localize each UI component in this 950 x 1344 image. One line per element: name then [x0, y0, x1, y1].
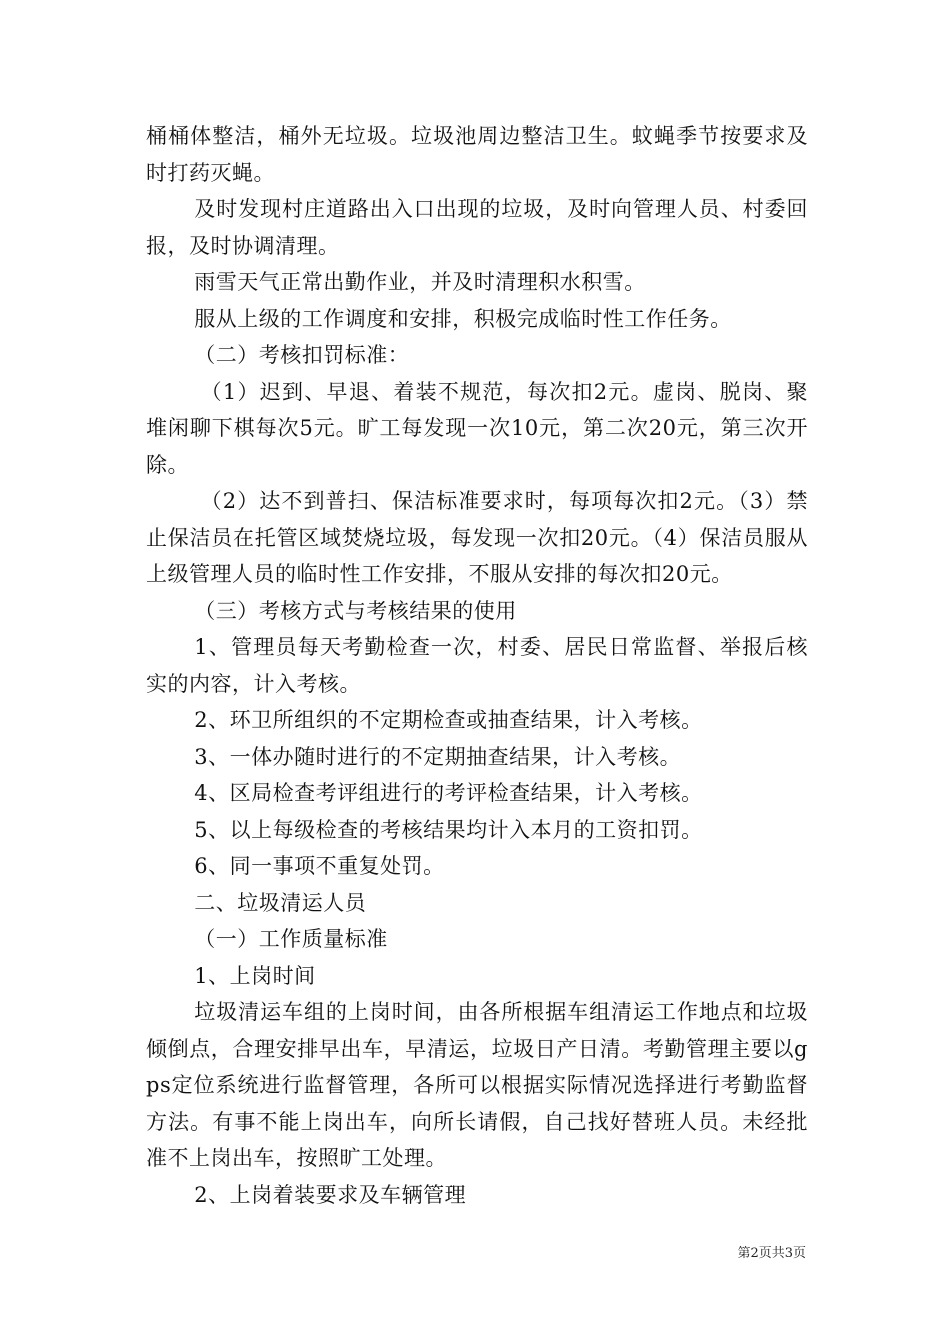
section-heading: （二）考核扣罚标准： — [194, 343, 410, 367]
paragraph: 垃圾清运车组的上岗时间，由各所根据车组清运工作地点和垃圾倾倒点，合理安排早出车，早清运，垃圾日产日清。考勤管理主要以gps定位系统进行监督管理，各所可以根据实际情况选择进行考勤监督方法。有事不能上岗出车，向所长请假，自己找好替班人员。未经批准不上岗出车，按照旷工处理。 — [146, 1000, 808, 1170]
paragraph: （2）达不到普扫、保洁标准要求时，每项每次扣2元。（3）禁止保洁员在托管区域焚烧垃圾，每发现一次扣20元。（4）保洁员服从上级管理人员的临时性工作安排，不服从安排的每次扣20元。 — [146, 489, 808, 586]
paragraph: 桶桶体整洁，桶外无垃圾。垃圾池周边整洁卫生。蚊蝇季节按要求及时打药灭蝇。 — [146, 124, 808, 185]
list-item: 2、环卫所组织的不定期检查或抽查结果，计入考核。 — [194, 708, 703, 732]
page-number: 第2页共3页 — [737, 1246, 806, 1261]
list-item: 3、一体办随时进行的不定期抽查结果，计入考核。 — [194, 744, 682, 769]
list-item: 4、区局检查考评组进行的考评检查结果，计入考核。 — [194, 781, 703, 805]
paragraph: 及时发现村庄道路出入口出现的垃圾，及时向管理人员、村委回报，及时协调清理。 — [146, 197, 808, 258]
list-item: 1、管理员每天考勤检查一次，村委、居民日常监督、举报后核实的内容，计入考核。 — [146, 635, 808, 696]
list-item: 5、以上每级检查的考核结果均计入本月的工资扣罚。 — [194, 817, 703, 842]
paragraph: （1）迟到、早退、着装不规范，每次扣2元。虚岗、脱岗、聚堆闲聊下棋每次5元。旷工每发现一次10元，第二次20元，第三次开除。 — [146, 379, 808, 477]
section-heading: （三）考核方式与考核结果的使用 — [194, 598, 517, 623]
section-heading: （一）工作质量标准 — [194, 927, 388, 951]
paragraph: 雨雪天气正常出勤作业，并及时清理积水积雪。 — [194, 270, 646, 294]
section-heading: 二、垃圾清运人员 — [194, 890, 367, 915]
document-body — [146, 118, 808, 1213]
list-item: 6、同一事项不重复处罚。 — [194, 854, 445, 878]
subsection-heading: 1、上岗时间 — [194, 963, 316, 988]
paragraph: 服从上级的工作调度和安排，积极完成临时性工作任务。 — [194, 306, 732, 331]
subsection-heading: 2、上岗着装要求及车辆管理 — [194, 1182, 467, 1207]
